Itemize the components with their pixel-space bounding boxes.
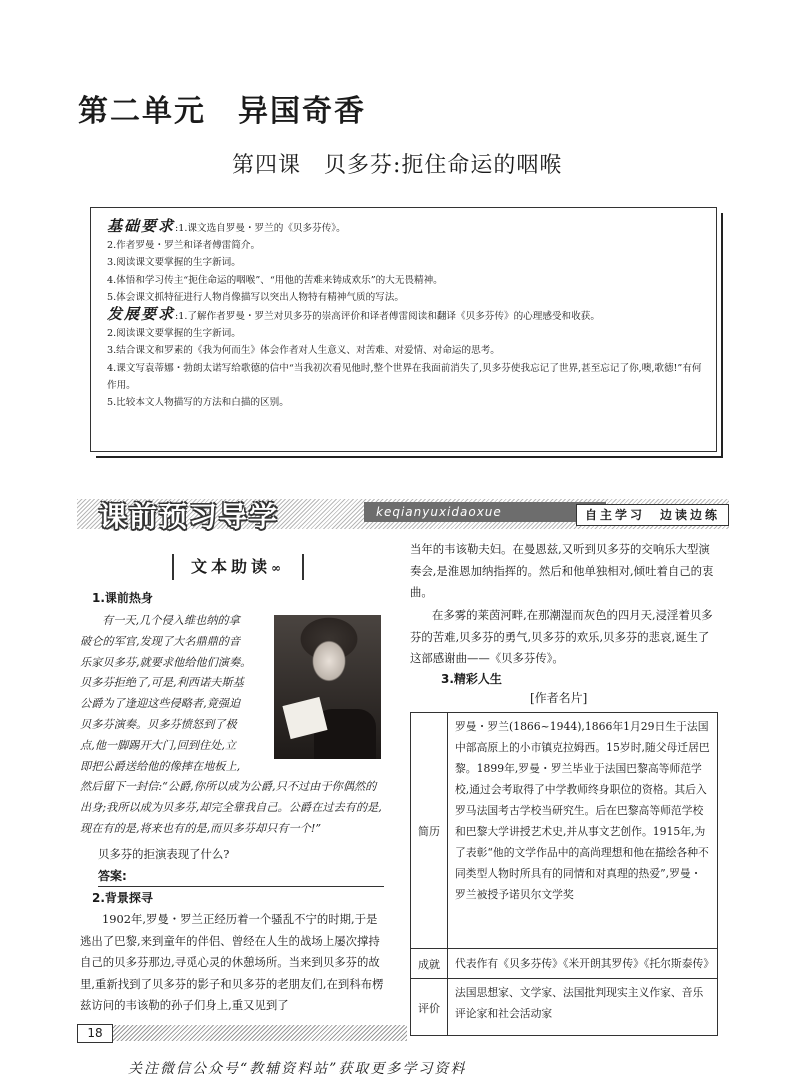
dev-item: 1.了解作者罗曼・罗兰对贝多芬的崇高评价和译者傅雷阅读和翻译《贝多芬传》的心理感受和收获。	[178, 311, 600, 323]
author-table	[410, 712, 718, 1036]
page-number: 18	[77, 1024, 113, 1043]
right-paragraph-2: 在多雾的莱茵河畔,在那潮湿而灰色的四月天,浸淫着贝多芬的苦难,贝多芬的勇气,贝多芬的欢乐,贝多芬的悲哀,诞生了这部感谢曲——《贝多芬传》。	[410, 608, 713, 665]
warmup-line: 有一天,几个侵入维也纳的拿	[102, 614, 240, 627]
basic-requirements-heading: 基础要求	[107, 217, 176, 235]
background-text: 1902年,罗曼・罗兰正经历着一个骚乱不宁的时期,于是逃出了巴黎,来到童年的伴侣、曾经在人生的战场上屡次撑持自己的贝多芬那边,寻觅心灵的休憩场所。当来到贝多芬的故里,重新找到了贝多芬的影子和贝多芬的老朋友们,在到科布楞兹访问的韦该勒的孙子们身上,重又见到了	[80, 912, 384, 1012]
banner-pinyin: keqianyuxidaoxue	[364, 502, 606, 522]
dev-item: 3.结合课文和罗素的《我为何而生》体会作者对人生意义、对苦难、对爱情、对命运的思考。	[107, 345, 500, 357]
requirements-box: 基础要求:1.课文选自罗曼・罗兰的《贝多芬传》。 2.作者罗曼・罗兰和译者傅雷简介。 3.阅读课文要掌握的生字新词。 4.体悟和学习传主“扼住命运的咽喉”、“用他的苦难来铸成欢乐”的大无畏精神。 5.体会课文抓特征进行人物肖像描写以突出人物特有精神气质的写法。 发展要求:1.了解作者罗曼・罗兰对贝多芬的崇高评价和译者傅雷阅读和翻译《贝多芬传》的心理感受和收获。 2.阅读课文要掌握的生字新词。 3.结合课文和罗素的《我为何而生》体会作者对人生意义、对苦难、对爱情、对命运的思考。 4.课文写袁蒂娜・勃朗太诺写给歌德的信中“当我初次看见他时,整个世界在我面前消失了,贝多芬使我忘记了世界,甚至忘记了你,噢,歌德!”有何作用。 5.比较本文人物描写的方法和白描的区别。	[90, 207, 717, 452]
development-requirements-heading: 发展要求	[107, 305, 176, 324]
dev-item: 2.阅读课文要掌握的生字新词。	[107, 328, 241, 340]
section-banner	[77, 499, 729, 533]
warmup-line: 公爵为了逢迎这些侵略者,竟强迫	[80, 697, 241, 711]
footer-note: 关注微信公众号“教辅资料站”获取更多学习资料	[128, 1061, 467, 1077]
table-row	[411, 978, 717, 1036]
basic-item: 3.阅读课文要掌握的生字新词。	[107, 257, 241, 269]
life-heading: 3.精彩人生	[441, 672, 502, 686]
reading-aid-text: 文本助读	[190, 557, 271, 576]
dev-item: 5.比较本文人物描写的方法和白描的区别。	[107, 397, 289, 409]
author-card-label: [作者名片]	[530, 691, 588, 705]
warmup-line: 贝多芬演奏。贝多芬愤怒到了极	[80, 717, 237, 731]
banner-title: 课前预习导学	[99, 500, 280, 533]
answer-label: 答案:	[98, 869, 127, 883]
table-row-label: 简历	[411, 713, 448, 948]
footer-hatch	[77, 1025, 407, 1041]
table-row-value: 罗曼・罗兰(1866~1944),1866年1月29日生于法国中部高原上的小市镇克拉姆西。15岁时,随父母迁居巴黎。1899年,罗曼・罗兰毕业于法国巴黎高等师范学校,通过会考取得了中学教师终身职位的资格。其后入罗马法国考古学校当研究生。后在巴黎高等师范学校和巴黎大学讲授艺术史,并从事文艺创作。1915年,为了表彰“他的文学作品中的高尚理想和他在描绘各种不同类型人物时所具有的同情和对真理的热爱”,罗曼・罗兰被授予诺贝尔文学奖	[455, 720, 710, 901]
basic-item: 4.体悟和学习传主“扼住命运的咽喉”、“用他的苦难来铸成欢乐”的大无畏精神。	[107, 274, 443, 286]
basic-item: 2.作者罗曼・罗兰和译者傅雷简介。	[107, 240, 261, 252]
table-row-label: 成就	[411, 949, 448, 979]
table-row-value: 代表作有《贝多芬传》《米开朗其罗传》《托尔斯泰传》	[455, 957, 715, 970]
dev-item: 4.课文写袁蒂娜・勃朗太诺写给歌德的信中“当我初次看见他时,整个世界在我面前消失了,贝多芬使我忘记了世界,甚至忘记了你,噢,歌德!”有何作用。	[107, 362, 702, 391]
warmup-line: 即把公爵送给他的像摔在地板上,	[80, 759, 241, 773]
warmup-line: 点,他一脚踢开大门,回到住处,立	[80, 738, 237, 752]
background-heading: 2.背景探寻	[92, 891, 153, 905]
warmup-line: 破仑的军官,发现了大名鼎鼎的音	[80, 634, 241, 648]
table-row	[411, 948, 717, 979]
warmup-line: 乐家贝多芬,就要求他给他们演奏。	[80, 655, 252, 669]
basic-item: 5.体会课文抓特征进行人物肖像描写以突出人物特有精神气质的写法。	[107, 291, 404, 303]
table-row	[411, 713, 717, 948]
lesson-title: 第四课 贝多芬:扼住命运的咽喉	[232, 153, 563, 178]
table-row-value: 法国思想家、文学家、法国批判现实主义作家、音乐评论家和社会活动家	[455, 986, 704, 1020]
warmup-tail: 然后留下一封信:“公爵,你所以成为公爵,只不过由于你偶然的出身;我所以成为贝多芬,却完全靠我自己。公爵在过去有的是,现在有的是,将来也有的是,而贝多芬却只有一个!”	[80, 780, 382, 835]
beethoven-portrait	[274, 615, 381, 759]
table-row-label: 评价	[411, 979, 448, 1036]
warmup-line: 贝多芬拒绝了,可是,利西诺夫斯基	[80, 676, 244, 690]
warmup-text	[80, 611, 270, 777]
reading-aid-label	[172, 554, 304, 580]
infinity-icon: ∞	[271, 561, 285, 575]
question-text: 贝多芬的拒演表现了什么?	[98, 847, 230, 861]
banner-tag: 自主学习 边读边练	[576, 504, 729, 526]
unit-title: 第二单元 异国奇香	[78, 94, 366, 129]
warmup-heading: 1.课前热身	[92, 591, 153, 605]
basic-item: 1.课文选自罗曼・罗兰的《贝多芬传》。	[178, 223, 346, 234]
right-paragraph-1: 当年的韦该勒夫妇。在曼恩兹,又听到贝多芬的交响乐大型演奏会,是淮恩加纳指挥的。然后和他单独相对,倾吐着自己的衷曲。	[410, 542, 714, 599]
answer-field[interactable]	[98, 866, 384, 887]
